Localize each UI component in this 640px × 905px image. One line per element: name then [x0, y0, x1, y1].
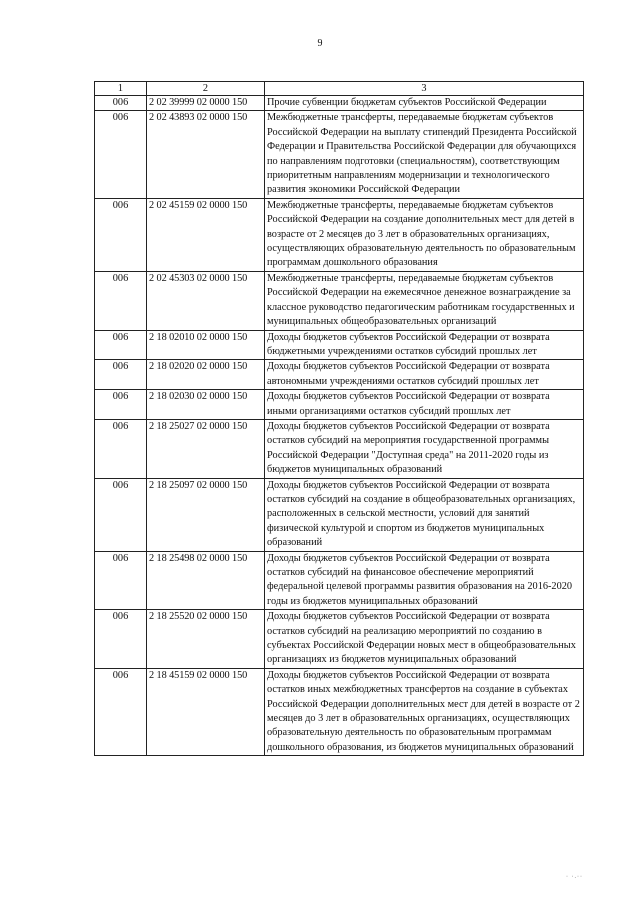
income-name-cell: Доходы бюджетов субъектов Российской Федерации от возврата остатков субсидий на реализацию мероприятий по созданию в субъектах Российской Федерации новых мест в общеобразовательных организациях из бюджетов муниципальных образований	[265, 610, 584, 669]
admin-code-cell: 006	[95, 111, 147, 198]
income-name-cell: Межбюджетные трансферты, передаваемые бюджетам субъектов Российской Федерации на создание дополнительных мест для детей в возрасте от 2 месяцев до 3 лет в образовательных организациях, осуществляющих образовательную деятельность по образовательным программам дошкольного образования	[265, 198, 584, 271]
admin-code-cell: 006	[95, 478, 147, 551]
income-name-cell: Доходы бюджетов субъектов Российской Федерации от возврата остатков субсидий на мероприятия государственной программы Российской Федерации "Доступная среда" на 2011-2020 годы из бюджетов муниципальных образований	[265, 419, 584, 478]
admin-code-cell: 006	[95, 390, 147, 420]
income-name-cell: Межбюджетные трансферты, передаваемые бюджетам субъектов Российской Федерации на ежемесячное денежное вознаграждение за классное руководство педагогическим работникам государственных и муниципальных общеобразовательных организаций	[265, 271, 584, 330]
budget-code-cell: 2 02 43893 02 0000 150	[147, 111, 265, 198]
table-row	[95, 111, 584, 198]
admin-code-cell: 006	[95, 610, 147, 669]
budget-code-cell: 2 18 25097 02 0000 150	[147, 478, 265, 551]
table-row	[95, 198, 584, 271]
admin-code-cell: 006	[95, 330, 147, 360]
income-name-cell: Доходы бюджетов субъектов Российской Федерации от возврата иными организациями остатков субсидий прошлых лет	[265, 390, 584, 420]
table-row	[95, 668, 584, 755]
admin-code-cell: 006	[95, 198, 147, 271]
budget-code-cell: 2 18 25520 02 0000 150	[147, 610, 265, 669]
admin-code-cell: 006	[95, 551, 147, 610]
budget-code-cell: 2 02 45303 02 0000 150	[147, 271, 265, 330]
header-col-2: 2	[147, 82, 265, 96]
header-col-1: 1	[95, 82, 147, 96]
budget-code-cell: 2 02 45159 02 0000 150	[147, 198, 265, 271]
income-name-cell: Доходы бюджетов субъектов Российской Федерации от возврата остатков субсидий на создание в общеобразовательных организациях, расположенных в сельской местности, условий для занятий физической культурой и спортом из бюджетов муниципальных образований	[265, 478, 584, 551]
table-row	[95, 360, 584, 390]
admin-code-cell: 006	[95, 668, 147, 755]
budget-codes-table	[94, 81, 584, 756]
table-row	[95, 610, 584, 669]
table-row	[95, 419, 584, 478]
admin-code-cell: 006	[95, 96, 147, 111]
table-row	[95, 96, 584, 111]
admin-code-cell: 006	[95, 419, 147, 478]
income-name-cell: Доходы бюджетов субъектов Российской Федерации от возврата остатков иных межбюджетных трансфертов на создание в субъектах Российской Федерации дополнительных мест для детей в возрасте от 2 месяцев до 3 лет в образовательных организациях, осуществляющих образовательную деятельность по образовательным программам дошкольного образования, из бюджетов муниципальных образований	[265, 668, 584, 755]
table-row	[95, 271, 584, 330]
admin-code-cell: 006	[95, 360, 147, 390]
scan-corner-mark: · ·.··	[566, 874, 583, 880]
income-name-cell: Доходы бюджетов субъектов Российской Федерации от возврата бюджетными учреждениями остатков субсидий прошлых лет	[265, 330, 584, 360]
budget-code-cell: 2 18 25027 02 0000 150	[147, 419, 265, 478]
table-header-row	[95, 82, 584, 96]
admin-code-cell: 006	[95, 271, 147, 330]
table-row	[95, 478, 584, 551]
page-number: 9	[317, 38, 323, 49]
budget-code-cell: 2 18 02010 02 0000 150	[147, 330, 265, 360]
budget-code-cell: 2 18 45159 02 0000 150	[147, 668, 265, 755]
header-col-3: 3	[265, 82, 584, 96]
income-name-cell: Прочие субвенции бюджетам субъектов Российской Федерации	[265, 96, 584, 111]
budget-code-cell: 2 18 02030 02 0000 150	[147, 390, 265, 420]
budget-code-cell: 2 18 25498 02 0000 150	[147, 551, 265, 610]
income-name-cell: Межбюджетные трансферты, передаваемые бюджетам субъектов Российской Федерации на выплату стипендий Президента Российской Федерации и Правительства Российской Федерации для обучающихся по направлениям подготовки (специальностям), соответствующим приоритетным направлениям модернизации и технологического развития экономики Российской Федерации	[265, 111, 584, 198]
table-row	[95, 330, 584, 360]
table-row	[95, 390, 584, 420]
income-name-cell: Доходы бюджетов субъектов Российской Федерации от возврата автономными учреждениями остатков субсидий прошлых лет	[265, 360, 584, 390]
budget-code-cell: 2 18 02020 02 0000 150	[147, 360, 265, 390]
income-name-cell: Доходы бюджетов субъектов Российской Федерации от возврата остатков субсидий на финансовое обеспечение мероприятий федеральной целевой программы развития образования на 2016-2020 годы из бюджетов муниципальных образований	[265, 551, 584, 610]
table-row	[95, 551, 584, 610]
budget-code-cell: 2 02 39999 02 0000 150	[147, 96, 265, 111]
